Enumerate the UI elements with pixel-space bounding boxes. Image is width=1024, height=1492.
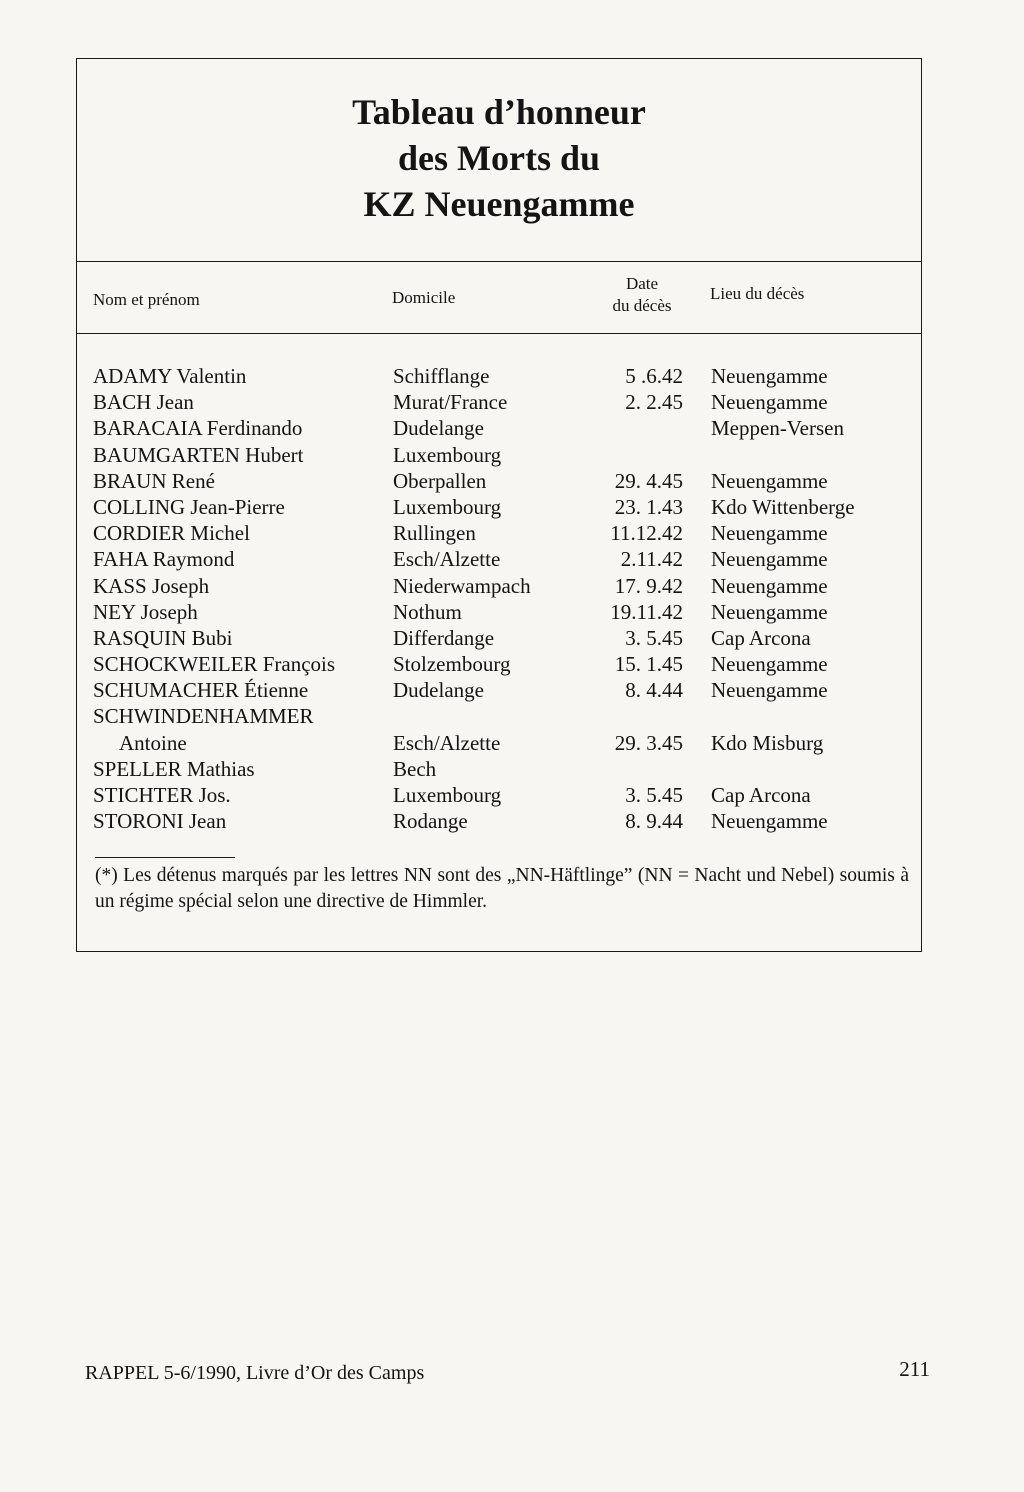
cell-date: 8. 9.44 <box>625 809 683 834</box>
column-header-name: Nom et prénom <box>93 290 200 309</box>
cell-domicile: Bech <box>393 756 437 781</box>
table-row <box>77 625 921 651</box>
table-row <box>77 363 921 389</box>
column-header-date-line1: Date <box>625 274 659 293</box>
cell-domicile: Differdange <box>393 625 495 650</box>
cell-place: Neuengamme <box>711 678 828 703</box>
footnote-rule <box>95 857 235 858</box>
table-row <box>77 703 921 729</box>
cell-date: 3. 5.45 <box>625 625 683 650</box>
table-row <box>77 599 921 625</box>
column-header-domicile: Domicile <box>392 288 456 307</box>
cell-name: BARACAIA Ferdinando <box>93 416 303 441</box>
cell-place: Neuengamme <box>711 390 828 415</box>
cell-place: Neuengamme <box>711 468 828 493</box>
header-bottom-rule <box>77 333 921 334</box>
footer-source: RAPPEL 5-6/1990, Livre d’Or des Camps <box>85 1362 425 1384</box>
column-header-place: Lieu du décès <box>710 284 805 303</box>
cell-date: 11.12.42 <box>610 521 683 546</box>
table-row <box>77 520 921 546</box>
honour-table-frame <box>76 58 922 952</box>
cell-name: RASQUIN Bubi <box>93 625 233 650</box>
cell-name: NEY Joseph <box>93 599 198 624</box>
table-row <box>77 468 921 494</box>
cell-place: Cap Arcona <box>711 783 811 807</box>
title-line-2: des Morts du <box>397 138 600 178</box>
table-body <box>77 363 921 834</box>
cell-name: SCHOCKWEILER François <box>93 652 336 677</box>
title-line-1: Tableau d’honneur <box>352 92 646 132</box>
cell-place: Neuengamme <box>711 599 828 624</box>
cell-name: STORONI Jean <box>93 809 227 834</box>
cell-name: BRAUN René <box>93 468 215 493</box>
cell-domicile: Niederwampach <box>393 573 531 598</box>
cell-place: Cap Arcona <box>711 625 811 650</box>
table-row <box>77 546 921 572</box>
cell-domicile: Nothum <box>393 599 462 624</box>
cell-name: STICHTER Jos. <box>93 783 231 807</box>
cell-name: ADAMY Valentin <box>93 364 247 388</box>
cell-date: 8. 4.44 <box>625 678 683 703</box>
cell-date: 23. 1.43 <box>614 494 683 519</box>
table-row <box>77 415 921 441</box>
cell-domicile: Luxembourg <box>393 783 502 807</box>
column-header-date-line2: du décès <box>612 296 672 315</box>
cell-date: 5 .6.42 <box>625 364 683 388</box>
cell-date: 2.11.42 <box>620 547 683 572</box>
cell-name: CORDIER Michel <box>93 521 250 546</box>
cell-domicile: Oberpallen <box>393 468 487 493</box>
cell-place: Neuengamme <box>711 521 828 546</box>
cell-name: FAHA Raymond <box>93 547 235 572</box>
cell-place: Neuengamme <box>711 809 828 834</box>
table-row <box>77 730 921 756</box>
cell-name: SCHUMACHER Étienne <box>93 678 309 703</box>
column-header-date <box>597 273 687 317</box>
cell-domicile: Murat/France <box>393 390 508 415</box>
cell-domicile: Dudelange <box>393 678 484 703</box>
cell-name: BAUMGARTEN Hubert <box>93 442 304 467</box>
cell-date: 29. 4.45 <box>614 468 683 493</box>
cell-date: 2. 2.45 <box>625 390 683 415</box>
title-line-3: KZ Neuengamme <box>363 184 635 224</box>
header-top-rule <box>77 261 921 262</box>
table-row <box>77 389 921 415</box>
cell-domicile: Luxembourg <box>393 442 502 467</box>
page-number: 211 <box>899 1357 930 1381</box>
cell-domicile: Schifflange <box>393 364 490 388</box>
cell-domicile: Luxembourg <box>393 494 502 519</box>
cell-place: Kdo Misburg <box>711 730 824 755</box>
cell-place: Neuengamme <box>711 573 828 598</box>
cell-domicile: Esch/Alzette <box>393 547 501 572</box>
cell-domicile: Esch/Alzette <box>393 730 501 755</box>
table-row <box>77 756 921 782</box>
cell-name: KASS Joseph <box>93 573 210 598</box>
cell-place: Neuengamme <box>711 364 828 388</box>
cell-place: Kdo Wittenberge <box>711 494 855 519</box>
cell-domicile: Stolzembourg <box>393 652 511 677</box>
cell-name: SCHWINDENHAMMER <box>93 704 314 729</box>
table-row <box>77 494 921 520</box>
table-row <box>77 808 921 834</box>
cell-date: 3. 5.45 <box>625 783 683 807</box>
table-row <box>77 651 921 677</box>
cell-date: 15. 1.45 <box>614 652 683 677</box>
cell-place: Neuengamme <box>711 547 828 572</box>
cell-domicile: Dudelange <box>393 416 484 441</box>
page-title <box>77 89 921 227</box>
cell-date: 29. 3.45 <box>614 730 683 755</box>
table-row <box>77 573 921 599</box>
cell-name: Antoine <box>119 730 187 755</box>
cell-date: 19.11.42 <box>610 599 683 624</box>
cell-domicile: Rullingen <box>393 521 476 546</box>
cell-name: COLLING Jean-Pierre <box>93 494 285 519</box>
cell-name: SPELLER Mathias <box>93 756 255 781</box>
table-row <box>77 677 921 703</box>
footnote: (*) Les détenus marqués par les lettres NN sont des „NN-Häftlinge” (NN = Nacht und Nebel) soumis à un régime spécial selon une directive de Himmler. <box>95 865 909 912</box>
table-row <box>77 442 921 468</box>
table-row <box>77 782 921 808</box>
cell-place: Neuengamme <box>711 652 828 677</box>
cell-domicile: Rodange <box>393 809 468 834</box>
cell-name: BACH Jean <box>93 390 194 415</box>
cell-place: Meppen-Versen <box>711 416 844 441</box>
cell-date: 17. 9.42 <box>614 573 683 598</box>
